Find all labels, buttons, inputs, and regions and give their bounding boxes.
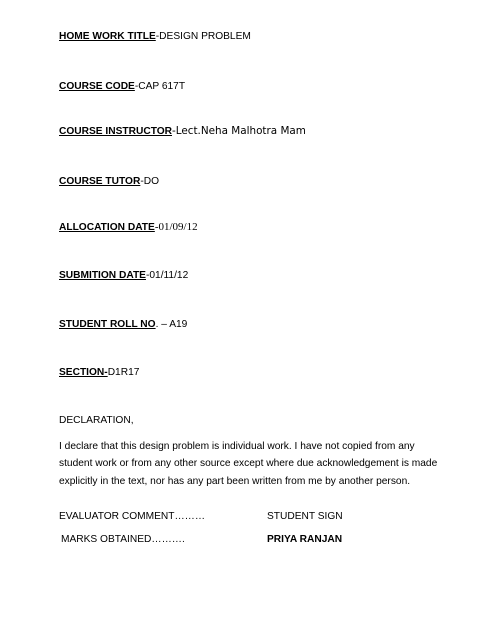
student-sign-label: STUDENT SIGN: [267, 511, 343, 522]
course-instructor-field: [59, 125, 306, 138]
homework-title-label: HOME WORK TITLE: [59, 31, 156, 42]
submission-date-label: SUBMITION DATE: [59, 270, 146, 281]
course-tutor-label: COURSE TUTOR: [59, 176, 141, 187]
course-tutor-field: [59, 175, 159, 188]
homework-title-field: [59, 30, 251, 43]
section-label: SECTION-: [59, 367, 108, 378]
allocation-date-value: -01/09/12: [154, 221, 198, 233]
marks-obtained: MARKS OBTAINED……….: [61, 534, 185, 545]
student-roll-label: STUDENT ROLL NO: [59, 319, 156, 330]
section-field: [59, 366, 139, 379]
evaluator-comment: EVALUATOR COMMENT………: [59, 511, 206, 522]
student-name: PRIYA RANJAN: [267, 534, 343, 545]
course-code-field: [59, 80, 185, 93]
course-code-value: -CAP 617T: [134, 81, 186, 92]
declaration-heading: DECLARATION,: [59, 415, 134, 426]
submission-date-value: -01/11/12: [145, 270, 189, 281]
declaration-text: I declare that this design problem is individual work. I have not copied from any student work or from any other source except where due acknowledgement is made explicitly in the text, nor has any part been written from me by another person.: [59, 441, 438, 487]
student-roll-field: [59, 318, 187, 331]
allocation-date-field: [59, 221, 198, 234]
section-value: D1R17: [107, 367, 140, 378]
course-instructor-label: COURSE INSTRUCTOR: [59, 126, 173, 137]
submission-date-field: [59, 269, 188, 282]
course-instructor-value: -Lect.Neha Malhotra Mam: [172, 125, 306, 137]
allocation-date-label: ALLOCATION DATE: [59, 222, 155, 233]
course-code-label: COURSE CODE: [59, 81, 135, 92]
homework-title-value: -DESIGN PROBLEM: [155, 31, 251, 42]
student-roll-value: . – A19: [155, 319, 188, 330]
course-tutor-value: -DO: [140, 176, 160, 187]
